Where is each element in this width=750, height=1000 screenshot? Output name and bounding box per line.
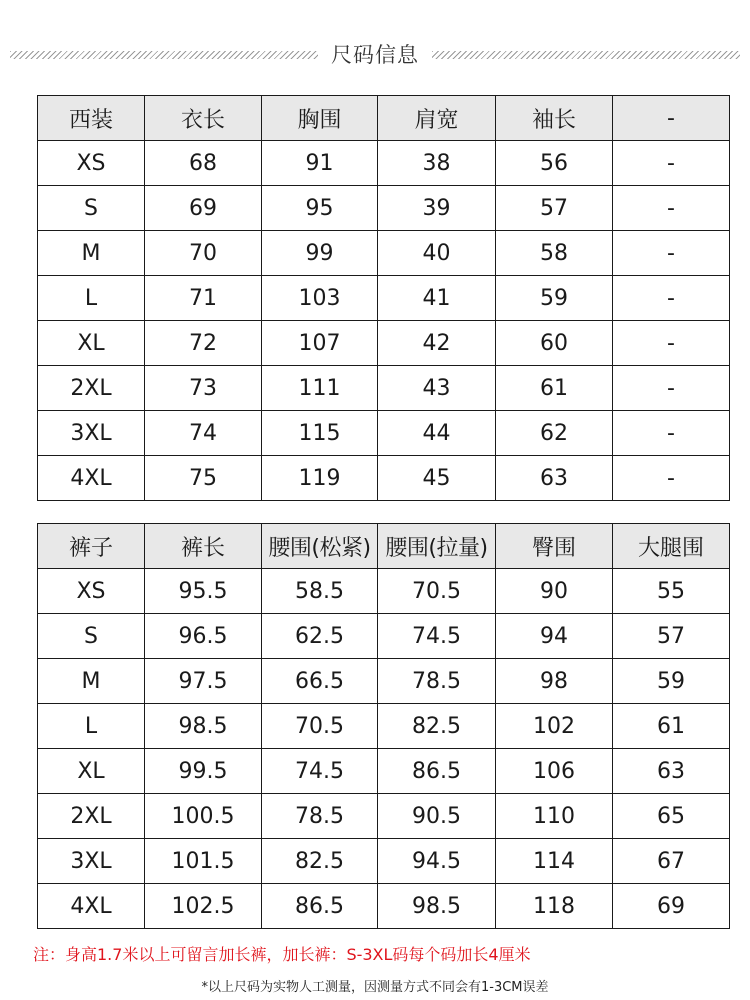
suit-cell: 91	[262, 141, 378, 186]
pants-size-label: 4XL	[38, 884, 145, 929]
pants-header-waist-elastic: 腰围(松紧)	[262, 524, 378, 569]
suit-cell: -	[613, 231, 730, 276]
pants-cell: 95.5	[145, 569, 262, 614]
pants-cell: 61	[613, 704, 730, 749]
pants-cell: 66.5	[262, 659, 378, 704]
pants-cell: 86.5	[262, 884, 378, 929]
pants-cell: 90	[496, 569, 613, 614]
suit-cell: 103	[262, 276, 378, 321]
pants-cell: 102	[496, 704, 613, 749]
suit-cell: 111	[262, 366, 378, 411]
pants-header-length: 裤长	[145, 524, 262, 569]
suit-cell: 69	[145, 186, 262, 231]
suit-cell: -	[613, 456, 730, 501]
suit-cell: 95	[262, 186, 378, 231]
pants-size-label: 2XL	[38, 794, 145, 839]
pants-header-row	[38, 524, 730, 569]
suit-cell: 72	[145, 321, 262, 366]
suit-cell: 70	[145, 231, 262, 276]
pants-cell: 67	[613, 839, 730, 884]
pants-cell: 99.5	[145, 749, 262, 794]
suit-cell: 44	[378, 411, 496, 456]
suit-row	[38, 141, 730, 186]
suit-cell: 61	[496, 366, 613, 411]
suit-size-label: 2XL	[38, 366, 145, 411]
pants-size-label: XL	[38, 749, 145, 794]
suit-row	[38, 186, 730, 231]
suit-cell: 99	[262, 231, 378, 276]
pants-row	[38, 704, 730, 749]
suit-cell: 57	[496, 186, 613, 231]
suit-cell: 74	[145, 411, 262, 456]
pants-size-label: M	[38, 659, 145, 704]
suit-size-label: M	[38, 231, 145, 276]
pants-cell: 74.5	[378, 614, 496, 659]
pants-cell: 102.5	[145, 884, 262, 929]
pants-cell: 78.5	[378, 659, 496, 704]
pants-cell: 63	[613, 749, 730, 794]
pants-cell: 55	[613, 569, 730, 614]
pants-cell: 101.5	[145, 839, 262, 884]
suit-header-shoulder: 肩宽	[378, 96, 496, 141]
pants-row	[38, 839, 730, 884]
header-hatch-right	[432, 51, 740, 59]
pants-row	[38, 884, 730, 929]
pants-cell: 118	[496, 884, 613, 929]
pants-cell: 114	[496, 839, 613, 884]
suit-cell: 73	[145, 366, 262, 411]
suit-cell: 75	[145, 456, 262, 501]
pants-cell: 57	[613, 614, 730, 659]
pants-cell: 74.5	[262, 749, 378, 794]
pants-cell: 62.5	[262, 614, 378, 659]
pants-size-table	[37, 523, 730, 929]
pants-cell: 70.5	[378, 569, 496, 614]
suit-row	[38, 321, 730, 366]
pants-cell: 78.5	[262, 794, 378, 839]
suit-cell: 62	[496, 411, 613, 456]
suit-cell: -	[613, 186, 730, 231]
pants-cell: 59	[613, 659, 730, 704]
suit-row	[38, 366, 730, 411]
suit-cell: 45	[378, 456, 496, 501]
suit-cell: 71	[145, 276, 262, 321]
extension-note: 注：身高1.7米以上可留言加长裤，加长裤：S-3XL码每个码加长4厘米	[33, 945, 531, 964]
suit-size-label: S	[38, 186, 145, 231]
suit-cell: 39	[378, 186, 496, 231]
header-hatch-left	[10, 51, 318, 59]
suit-row	[38, 231, 730, 276]
pants-cell: 110	[496, 794, 613, 839]
measurement-note: *以上尺码为实物人工测量，因测量方式不同会有1-3CM误差	[201, 980, 549, 995]
suit-cell: 60	[496, 321, 613, 366]
suit-cell: 56	[496, 141, 613, 186]
pants-row	[38, 569, 730, 614]
suit-row	[38, 276, 730, 321]
suit-header-sleeve: 袖长	[496, 96, 613, 141]
suit-size-label: XS	[38, 141, 145, 186]
suit-header-chest: 胸围	[262, 96, 378, 141]
section-header	[0, 36, 750, 72]
suit-cell: -	[613, 141, 730, 186]
pants-cell: 58.5	[262, 569, 378, 614]
pants-header-hip: 臀围	[496, 524, 613, 569]
pants-row	[38, 614, 730, 659]
pants-cell: 98.5	[378, 884, 496, 929]
suit-header-length: 衣长	[145, 96, 262, 141]
pants-header-category: 裤子	[38, 524, 145, 569]
suit-cell: 58	[496, 231, 613, 276]
suit-size-label: 4XL	[38, 456, 145, 501]
pants-cell: 69	[613, 884, 730, 929]
section-title: 尺码信息	[331, 43, 419, 67]
pants-cell: 82.5	[378, 704, 496, 749]
pants-cell: 97.5	[145, 659, 262, 704]
pants-cell: 100.5	[145, 794, 262, 839]
suit-header-empty: -	[613, 96, 730, 141]
pants-cell: 82.5	[262, 839, 378, 884]
pants-cell: 90.5	[378, 794, 496, 839]
pants-size-label: 3XL	[38, 839, 145, 884]
pants-row	[38, 659, 730, 704]
pants-cell: 106	[496, 749, 613, 794]
suit-header-category: 西装	[38, 96, 145, 141]
pants-cell: 86.5	[378, 749, 496, 794]
suit-cell: -	[613, 411, 730, 456]
pants-cell: 94	[496, 614, 613, 659]
pants-row	[38, 794, 730, 839]
suit-header-row	[38, 96, 730, 141]
pants-cell: 65	[613, 794, 730, 839]
suit-cell: 107	[262, 321, 378, 366]
suit-cell: 68	[145, 141, 262, 186]
suit-size-label: 3XL	[38, 411, 145, 456]
suit-cell: 40	[378, 231, 496, 276]
suit-cell: 63	[496, 456, 613, 501]
pants-cell: 98	[496, 659, 613, 704]
pants-size-label: S	[38, 614, 145, 659]
suit-cell: 119	[262, 456, 378, 501]
suit-cell: 41	[378, 276, 496, 321]
pants-cell: 96.5	[145, 614, 262, 659]
pants-cell: 70.5	[262, 704, 378, 749]
suit-cell: 38	[378, 141, 496, 186]
suit-row	[38, 411, 730, 456]
pants-header-waist-stretch: 腰围(拉量)	[378, 524, 496, 569]
suit-cell: 115	[262, 411, 378, 456]
pants-cell: 94.5	[378, 839, 496, 884]
pants-size-label: L	[38, 704, 145, 749]
suit-cell: -	[613, 321, 730, 366]
pants-row	[38, 749, 730, 794]
suit-row	[38, 456, 730, 501]
pants-cell: 98.5	[145, 704, 262, 749]
pants-size-label: XS	[38, 569, 145, 614]
suit-cell: 42	[378, 321, 496, 366]
suit-size-label: XL	[38, 321, 145, 366]
suit-cell: 59	[496, 276, 613, 321]
suit-cell: 43	[378, 366, 496, 411]
suit-size-label: L	[38, 276, 145, 321]
pants-header-thigh: 大腿围	[613, 524, 730, 569]
suit-size-table	[37, 95, 730, 501]
suit-cell: -	[613, 366, 730, 411]
suit-cell: -	[613, 276, 730, 321]
